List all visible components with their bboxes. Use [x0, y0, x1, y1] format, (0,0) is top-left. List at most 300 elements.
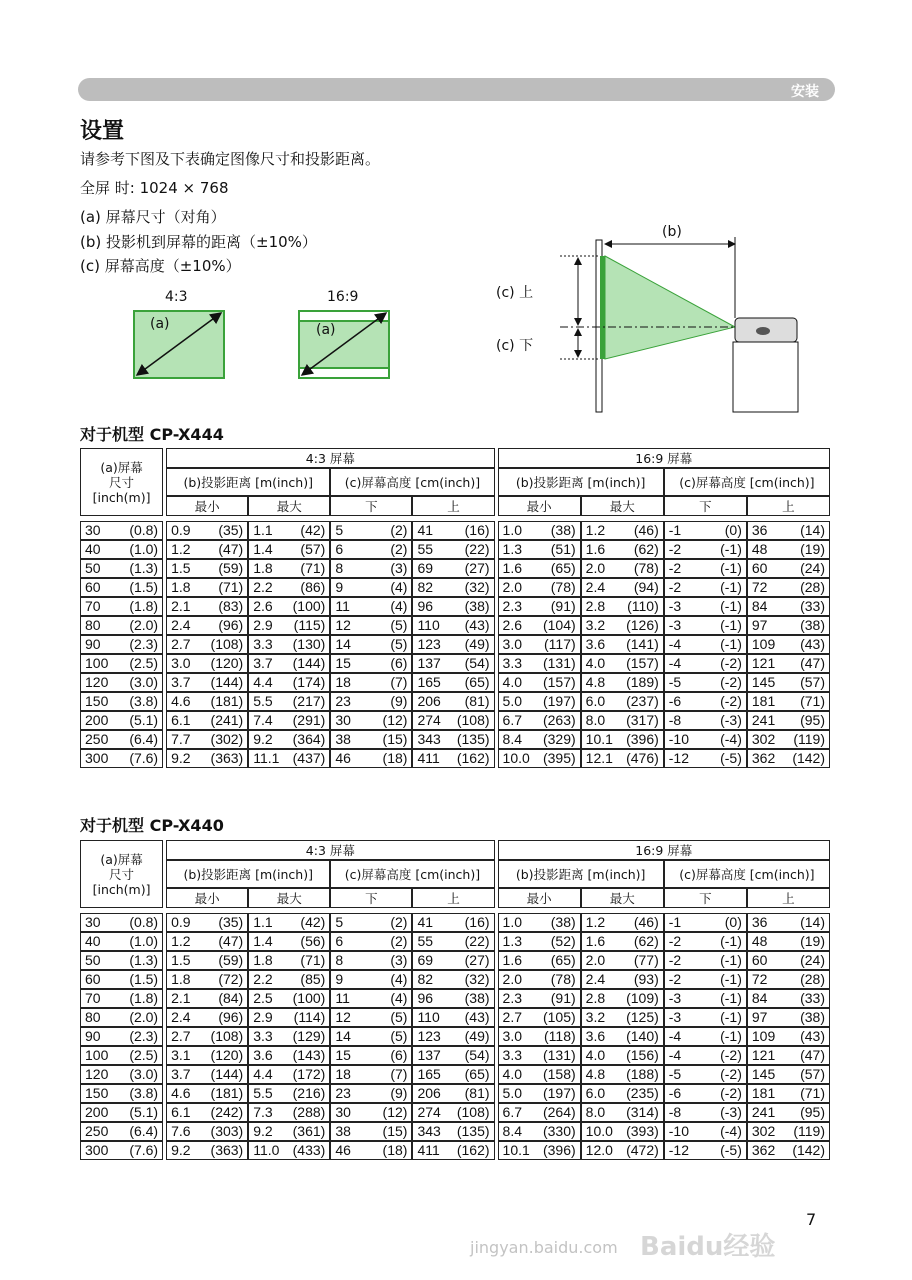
cell-inch-value: (217) [292, 693, 326, 709]
cell-value: -1 [668, 522, 682, 538]
table-cell [166, 970, 248, 989]
table-cell [412, 540, 494, 559]
cell-value: 110 [417, 1009, 440, 1025]
table-cell [581, 1065, 664, 1084]
header-16-9-screen: 16:9 屏幕 [498, 840, 830, 860]
height-up-label: (c) 上 [496, 285, 534, 301]
cell-value: 6.0 [585, 1085, 606, 1101]
table-row [80, 951, 830, 970]
table-cell [581, 521, 664, 540]
cell-inch-value: (197) [542, 1085, 576, 1101]
table-cell [664, 1103, 747, 1122]
header-down: 下 [330, 496, 412, 516]
cell-inch-value: (57) [300, 541, 326, 557]
cell-inch-value: (47) [800, 1047, 825, 1063]
cell-inch-value: (57) [800, 1066, 825, 1082]
header-screen-height: (c)屏幕高度 [cm(inch)] [330, 860, 494, 888]
cell-inch-value: (130) [292, 636, 326, 652]
cell-inch-value: (476) [626, 750, 659, 766]
cell-value: 60 [751, 560, 768, 576]
table-cell [747, 913, 830, 932]
cell-inch-value: (1.5) [129, 971, 159, 987]
table-cell [664, 951, 747, 970]
table-cell [166, 692, 248, 711]
cell-inch-value: (47) [800, 655, 825, 671]
cell-value: 82 [417, 971, 434, 987]
cell-inch-value: (363) [210, 1142, 244, 1158]
cell-value: 48 [751, 933, 768, 949]
cell-value: -3 [668, 1009, 682, 1025]
cell-inch-value: (24) [800, 952, 825, 968]
cell-value: 90 [85, 636, 101, 652]
table-cell [248, 540, 330, 559]
table-cell [747, 1065, 830, 1084]
cell-value: 165 [417, 1066, 441, 1082]
cell-value: 4.4 [253, 1066, 273, 1082]
cell-inch-value: (-1) [720, 636, 742, 652]
cell-inch-value: (27) [464, 560, 490, 576]
table-cell [581, 578, 664, 597]
table-cell [498, 654, 581, 673]
table-cell [747, 1122, 830, 1141]
table-cell [412, 1103, 494, 1122]
cell-inch-value: (5.1) [129, 712, 159, 728]
cell-inch-value: (143) [292, 1047, 326, 1063]
cell-inch-value: (12) [382, 712, 408, 728]
cell-inch-value: (15) [382, 1123, 408, 1139]
table-cell [248, 913, 330, 932]
cell-value: 3.6 [253, 1047, 273, 1063]
header-max: 最大 [248, 496, 330, 516]
table-cell [248, 749, 330, 768]
table-cell [412, 635, 494, 654]
cell-inch-value: (78) [550, 579, 576, 595]
table-cell [581, 913, 664, 932]
table-cell [80, 1046, 163, 1065]
table-cell [330, 913, 412, 932]
cell-inch-value: (14) [800, 914, 825, 930]
table-cell [412, 1122, 494, 1141]
cell-value: 9.2 [171, 1142, 191, 1158]
cell-value: 7.3 [253, 1104, 273, 1120]
table-cell [330, 597, 412, 616]
cell-inch-value: (115) [293, 617, 326, 633]
cell-inch-value: (65) [464, 1066, 490, 1082]
cell-inch-value: (142) [792, 750, 825, 766]
cell-value: -12 [668, 750, 689, 766]
table-cell [330, 692, 412, 711]
cell-value: -10 [668, 731, 689, 747]
table-cell [747, 1084, 830, 1103]
table-cell [330, 521, 412, 540]
cell-inch-value: (5) [390, 1009, 408, 1025]
cell-inch-value: (263) [542, 712, 576, 728]
cell-value: 1.5 [171, 560, 191, 576]
table-cell [166, 559, 248, 578]
size-header [80, 448, 163, 516]
cell-value: 40 [85, 541, 101, 557]
cell-inch-value: (131) [542, 655, 576, 671]
table-cell [80, 635, 163, 654]
table-cell [166, 1027, 248, 1046]
cell-inch-value: (6.4) [129, 731, 159, 747]
cell-value: 3.6 [585, 1028, 606, 1044]
cell-inch-value: (78) [633, 560, 659, 576]
cell-inch-value: (188) [626, 1066, 659, 1082]
cell-value: 9.2 [253, 731, 273, 747]
cell-value: 2.4 [171, 1009, 191, 1025]
table-cell [166, 673, 248, 692]
cell-value: 181 [751, 693, 776, 709]
table-cell [664, 521, 747, 540]
cell-value: 250 [85, 731, 109, 747]
table-cell [412, 597, 494, 616]
table-title-cp-x444: 对于机型 CP-X444 [80, 425, 224, 444]
header-up: 上 [412, 496, 494, 516]
header-16-9-screen: 16:9 屏幕 [498, 448, 830, 468]
table-cell [581, 749, 664, 768]
cell-inch-value: (157) [542, 674, 576, 690]
cell-value: 5.5 [253, 1085, 273, 1101]
table-cell [412, 1141, 494, 1160]
cell-inch-value: (65) [550, 560, 576, 576]
table-cell [166, 913, 248, 932]
cell-value: -5 [668, 1066, 682, 1082]
table-cell [747, 559, 830, 578]
cell-value: 181 [751, 1085, 776, 1101]
cell-value: 1.6 [502, 560, 523, 576]
table-cell [747, 1008, 830, 1027]
table-cell [747, 1141, 830, 1160]
table-cell [330, 989, 412, 1008]
header-up: 上 [412, 888, 494, 908]
cell-value: 2.7 [171, 1028, 191, 1044]
projection-table-cp-x440 [80, 840, 830, 1160]
cell-inch-value: (42) [300, 914, 326, 930]
table-cell [166, 521, 248, 540]
cell-inch-value: (242) [210, 1104, 244, 1120]
table-cell [747, 932, 830, 951]
table-cell [498, 1103, 581, 1122]
cell-inch-value: (16) [464, 914, 490, 930]
cell-inch-value: (6.4) [129, 1123, 159, 1139]
cell-inch-value: (181) [210, 693, 244, 709]
cell-inch-value: (16) [464, 522, 490, 538]
cell-inch-value: (38) [550, 914, 576, 930]
diagram-arrows [0, 0, 912, 430]
table-cell [166, 1008, 248, 1027]
table-cell [498, 1084, 581, 1103]
cell-inch-value: (71) [800, 693, 825, 709]
cell-value: 14 [335, 1028, 351, 1044]
table-cell [330, 1046, 412, 1065]
cell-inch-value: (-1) [720, 541, 742, 557]
cell-inch-value: (-2) [720, 1066, 742, 1082]
cell-inch-value: (38) [464, 990, 490, 1006]
table-cell [166, 951, 248, 970]
cell-inch-value: (108) [210, 1028, 244, 1044]
cell-value: 2.7 [171, 636, 191, 652]
table-cell [664, 730, 747, 749]
cell-value: 60 [85, 971, 101, 987]
cell-inch-value: (216) [292, 1085, 326, 1101]
cell-value: 9.2 [171, 750, 191, 766]
cell-inch-value: (5) [390, 1028, 408, 1044]
cell-value: -4 [668, 636, 682, 652]
cell-value: 55 [417, 541, 434, 557]
table-cell [330, 578, 412, 597]
table-row [80, 578, 830, 597]
table-cell [581, 1084, 664, 1103]
table-row [80, 559, 830, 578]
cell-value: 23 [335, 693, 351, 709]
table-cell [498, 692, 581, 711]
cell-inch-value: (330) [542, 1123, 576, 1139]
cell-value: 30 [335, 1104, 351, 1120]
cell-inch-value: (-2) [720, 674, 742, 690]
cell-inch-value: (3.0) [129, 1066, 159, 1082]
cell-inch-value: (135) [456, 1123, 490, 1139]
table-cell [330, 1065, 412, 1084]
cell-value: 80 [85, 1009, 101, 1025]
cell-inch-value: (28) [800, 971, 825, 987]
size-header-line1: (a)屏幕 [100, 851, 143, 867]
header-down: 下 [664, 496, 747, 516]
cell-inch-value: (7) [390, 674, 408, 690]
table-cell [747, 616, 830, 635]
cell-inch-value: (77) [633, 952, 659, 968]
cell-value: 121 [751, 1047, 776, 1063]
cell-inch-value: (135) [456, 731, 490, 747]
table-cell [412, 730, 494, 749]
cell-inch-value: (14) [800, 522, 825, 538]
cell-value: 302 [751, 731, 776, 747]
cell-value: 15 [335, 1047, 351, 1063]
cell-value: 11.0 [253, 1142, 280, 1158]
cell-value: 7.4 [253, 712, 273, 728]
cell-inch-value: (4) [390, 579, 408, 595]
cell-value: 206 [417, 1085, 441, 1101]
table-cell [412, 1008, 494, 1027]
cell-value: 1.2 [171, 541, 191, 557]
cell-inch-value: (49) [464, 636, 490, 652]
cell-inch-value: (1.0) [129, 933, 159, 949]
cell-value: 2.0 [502, 971, 523, 987]
cell-value: 100 [85, 1047, 109, 1063]
cell-inch-value: (6) [390, 655, 408, 671]
cell-value: 5 [335, 522, 344, 538]
cell-inch-value: (84) [218, 990, 244, 1006]
cell-inch-value: (174) [292, 674, 326, 690]
table-cell [412, 989, 494, 1008]
cell-inch-value: (-5) [720, 1142, 742, 1158]
cell-value: 46 [335, 1142, 351, 1158]
cell-value: 3.0 [502, 636, 523, 652]
cell-value: 72 [751, 579, 768, 595]
cell-inch-value: (42) [300, 522, 326, 538]
cell-value: 2.7 [502, 1009, 523, 1025]
table-row [80, 913, 830, 932]
table-cell [747, 749, 830, 768]
table-cell [330, 654, 412, 673]
table-cell [330, 730, 412, 749]
table-row [80, 1141, 830, 1160]
cell-value: 50 [85, 952, 101, 968]
cell-value: 96 [417, 990, 434, 1006]
table-cell [330, 1122, 412, 1141]
cell-value: 3.3 [253, 1028, 273, 1044]
table-row [80, 1046, 830, 1065]
cell-value: 6.1 [171, 1104, 191, 1120]
table-row [80, 1008, 830, 1027]
cell-value: 6 [335, 541, 344, 557]
table-cell [80, 951, 163, 970]
table-cell [166, 1065, 248, 1084]
cell-value: 6.0 [585, 693, 606, 709]
table-cell [330, 635, 412, 654]
cell-value: 120 [85, 674, 109, 690]
cell-inch-value: (-1) [720, 952, 742, 968]
cell-value: 4.0 [502, 1066, 523, 1082]
cell-inch-value: (2.5) [129, 1047, 159, 1063]
table-row [80, 597, 830, 616]
cell-value: -10 [668, 1123, 689, 1139]
table-cell [80, 749, 163, 768]
cell-inch-value: (197) [542, 693, 576, 709]
cell-value: 2.6 [502, 617, 523, 633]
table-cell [498, 578, 581, 597]
table-cell [581, 932, 664, 951]
table-cell [498, 1027, 581, 1046]
cell-value: 97 [751, 1009, 768, 1025]
cell-inch-value: (57) [800, 674, 825, 690]
cell-value: 8.0 [585, 1104, 606, 1120]
cell-inch-value: (108) [456, 712, 490, 728]
cell-inch-value: (125) [626, 1009, 659, 1025]
table-cell [498, 521, 581, 540]
header-4-3-screen: 4:3 屏幕 [166, 840, 494, 860]
table-cell [498, 730, 581, 749]
cell-value: 100 [85, 655, 109, 671]
table-cell [248, 1141, 330, 1160]
table-cell [664, 989, 747, 1008]
header-min: 最小 [498, 496, 581, 516]
cell-value: 274 [417, 1104, 441, 1120]
table-cell [248, 521, 330, 540]
table-cell [747, 635, 830, 654]
table-cell [498, 559, 581, 578]
cell-inch-value: (0.8) [129, 914, 159, 930]
cell-value: 123 [417, 1028, 441, 1044]
cell-value: 4.8 [585, 1066, 606, 1082]
table-cell [498, 673, 581, 692]
table-cell [498, 1008, 581, 1027]
cell-inch-value: (5) [390, 636, 408, 652]
cell-value: -4 [668, 655, 682, 671]
cell-inch-value: (49) [464, 1028, 490, 1044]
cell-inch-value: (241) [210, 712, 244, 728]
table-cell [581, 540, 664, 559]
table-cell [80, 540, 163, 559]
table-cell [80, 1084, 163, 1103]
table-cell [747, 970, 830, 989]
cell-value: 36 [751, 914, 768, 930]
cell-value: 6.7 [502, 1104, 523, 1120]
size-header-line2: 尺寸 [109, 866, 135, 882]
cell-value: 9 [335, 579, 344, 595]
header-screen-height: (c)屏幕高度 [cm(inch)] [664, 860, 830, 888]
table-cell [498, 970, 581, 989]
table-cell [747, 540, 830, 559]
cell-value: 12 [335, 617, 351, 633]
table-row [80, 654, 830, 673]
cell-inch-value: (-2) [720, 1085, 742, 1101]
cell-inch-value: (110) [627, 598, 659, 614]
table-cell [166, 1141, 248, 1160]
cell-value: 18 [335, 1066, 351, 1082]
ratio-16-9-label: 16:9 [327, 289, 359, 305]
cell-value: 12 [335, 1009, 351, 1025]
table-cell [248, 1065, 330, 1084]
table-row [80, 540, 830, 559]
cell-inch-value: (172) [292, 1066, 326, 1082]
cell-value: 12.1 [585, 750, 613, 766]
table-cell [747, 597, 830, 616]
cell-inch-value: (28) [800, 579, 825, 595]
cell-inch-value: (32) [464, 971, 490, 987]
cell-value: 11.1 [253, 750, 280, 766]
cell-inch-value: (18) [382, 1142, 408, 1158]
cell-value: 2.0 [585, 560, 606, 576]
table-cell [412, 951, 494, 970]
cell-inch-value: (156) [626, 1047, 659, 1063]
cell-value: 11 [335, 598, 350, 614]
table-cell [498, 1046, 581, 1065]
cell-inch-value: (33) [800, 990, 825, 1006]
table-row [80, 970, 830, 989]
cell-inch-value: (0) [724, 522, 742, 538]
table-cell [166, 578, 248, 597]
cell-inch-value: (0) [724, 914, 742, 930]
cell-value: 1.3 [502, 933, 523, 949]
table-cell [166, 749, 248, 768]
size-header-line3: [inch(m)] [92, 489, 151, 505]
table-cell [80, 1065, 163, 1084]
cell-inch-value: (1.5) [129, 579, 159, 595]
cell-value: 4.6 [171, 1085, 191, 1101]
cell-inch-value: (144) [292, 655, 326, 671]
cell-value: 3.2 [585, 617, 606, 633]
table-cell [581, 1103, 664, 1122]
cell-value: 0.9 [171, 522, 191, 538]
cell-inch-value: (144) [210, 1066, 244, 1082]
table-cell [412, 1065, 494, 1084]
table-cell [80, 578, 163, 597]
table-cell [747, 673, 830, 692]
table-cell [80, 597, 163, 616]
cell-inch-value: (9) [390, 1085, 408, 1101]
table-cell [498, 989, 581, 1008]
table-cell [412, 1027, 494, 1046]
cell-inch-value: (363) [210, 750, 244, 766]
table-cell [166, 1084, 248, 1103]
cell-inch-value: (-3) [720, 712, 742, 728]
cell-inch-value: (47) [218, 933, 244, 949]
cell-value: -2 [668, 933, 682, 949]
size-header [80, 840, 163, 908]
cell-value: 14 [335, 636, 351, 652]
table-cell [166, 654, 248, 673]
